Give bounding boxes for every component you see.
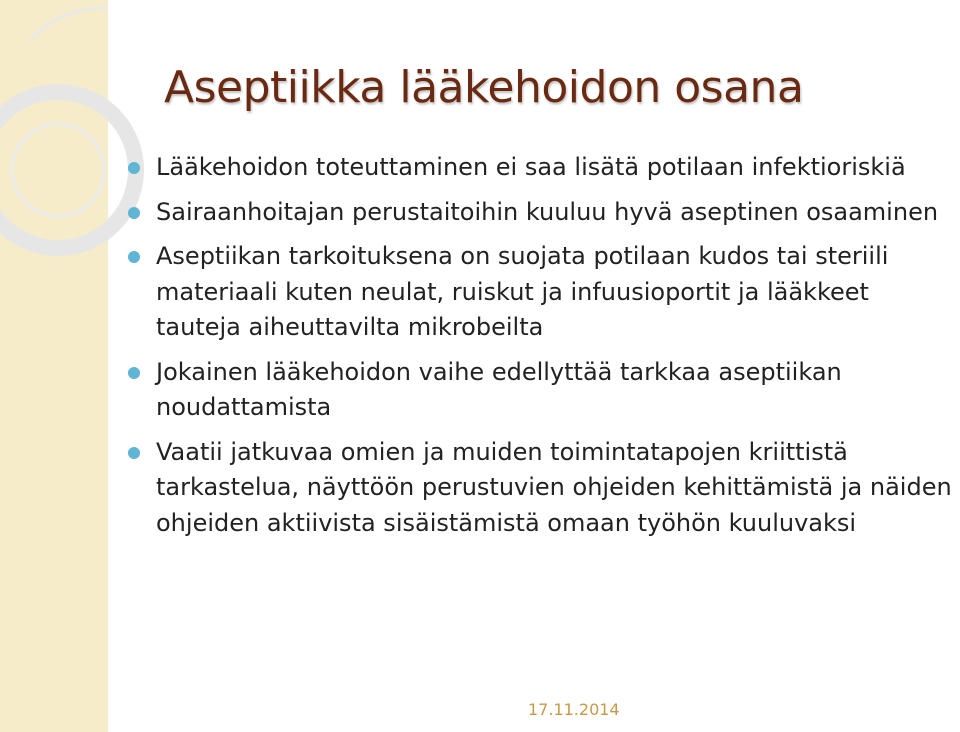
bullet-text: Sairaanhoitajan perustaitoihin kuuluu hyvä aseptinen osaaminen bbox=[156, 197, 939, 226]
bullet-item bbox=[122, 239, 952, 346]
bullet-dot-icon bbox=[128, 447, 140, 459]
bullet-item bbox=[122, 355, 952, 426]
slide-title: Aseptiikka lääkehoidon osana bbox=[164, 62, 804, 113]
bullet-list bbox=[122, 150, 952, 550]
bullet-dot-icon bbox=[128, 162, 140, 174]
slide-date: 17.11.2014 bbox=[528, 700, 620, 719]
bullet-item bbox=[122, 435, 952, 542]
bullet-item bbox=[122, 195, 952, 231]
bullet-text: Aseptiikan tarkoituksena on suojata potilaan kudos tai steriili materiaali kuten neulat, ruiskut ja infuusioportit ja lääkkeet tauteja aiheuttavilta mikrobeilta bbox=[156, 242, 889, 341]
bullet-text: Jokainen lääkehoidon vaihe edellyttää tarkkaa aseptiikan noudattamista bbox=[156, 357, 842, 421]
bullet-dot-icon bbox=[128, 207, 140, 219]
bullet-text: Vaatii jatkuvaa omien ja muiden toimintatapojen kriittistä tarkastelua, näyttöön perustuvien ohjeiden kehittämistä ja näiden ohjeiden aktiivista sisäistämistä omaan työhön kuuluvaksi bbox=[156, 437, 952, 537]
bullet-item bbox=[122, 150, 952, 186]
bullet-dot-icon bbox=[128, 251, 140, 263]
bullet-dot-icon bbox=[128, 367, 140, 379]
bullet-text: Lääkehoidon toteuttaminen ei saa lisätä potilaan infektioriskiä bbox=[156, 153, 906, 181]
